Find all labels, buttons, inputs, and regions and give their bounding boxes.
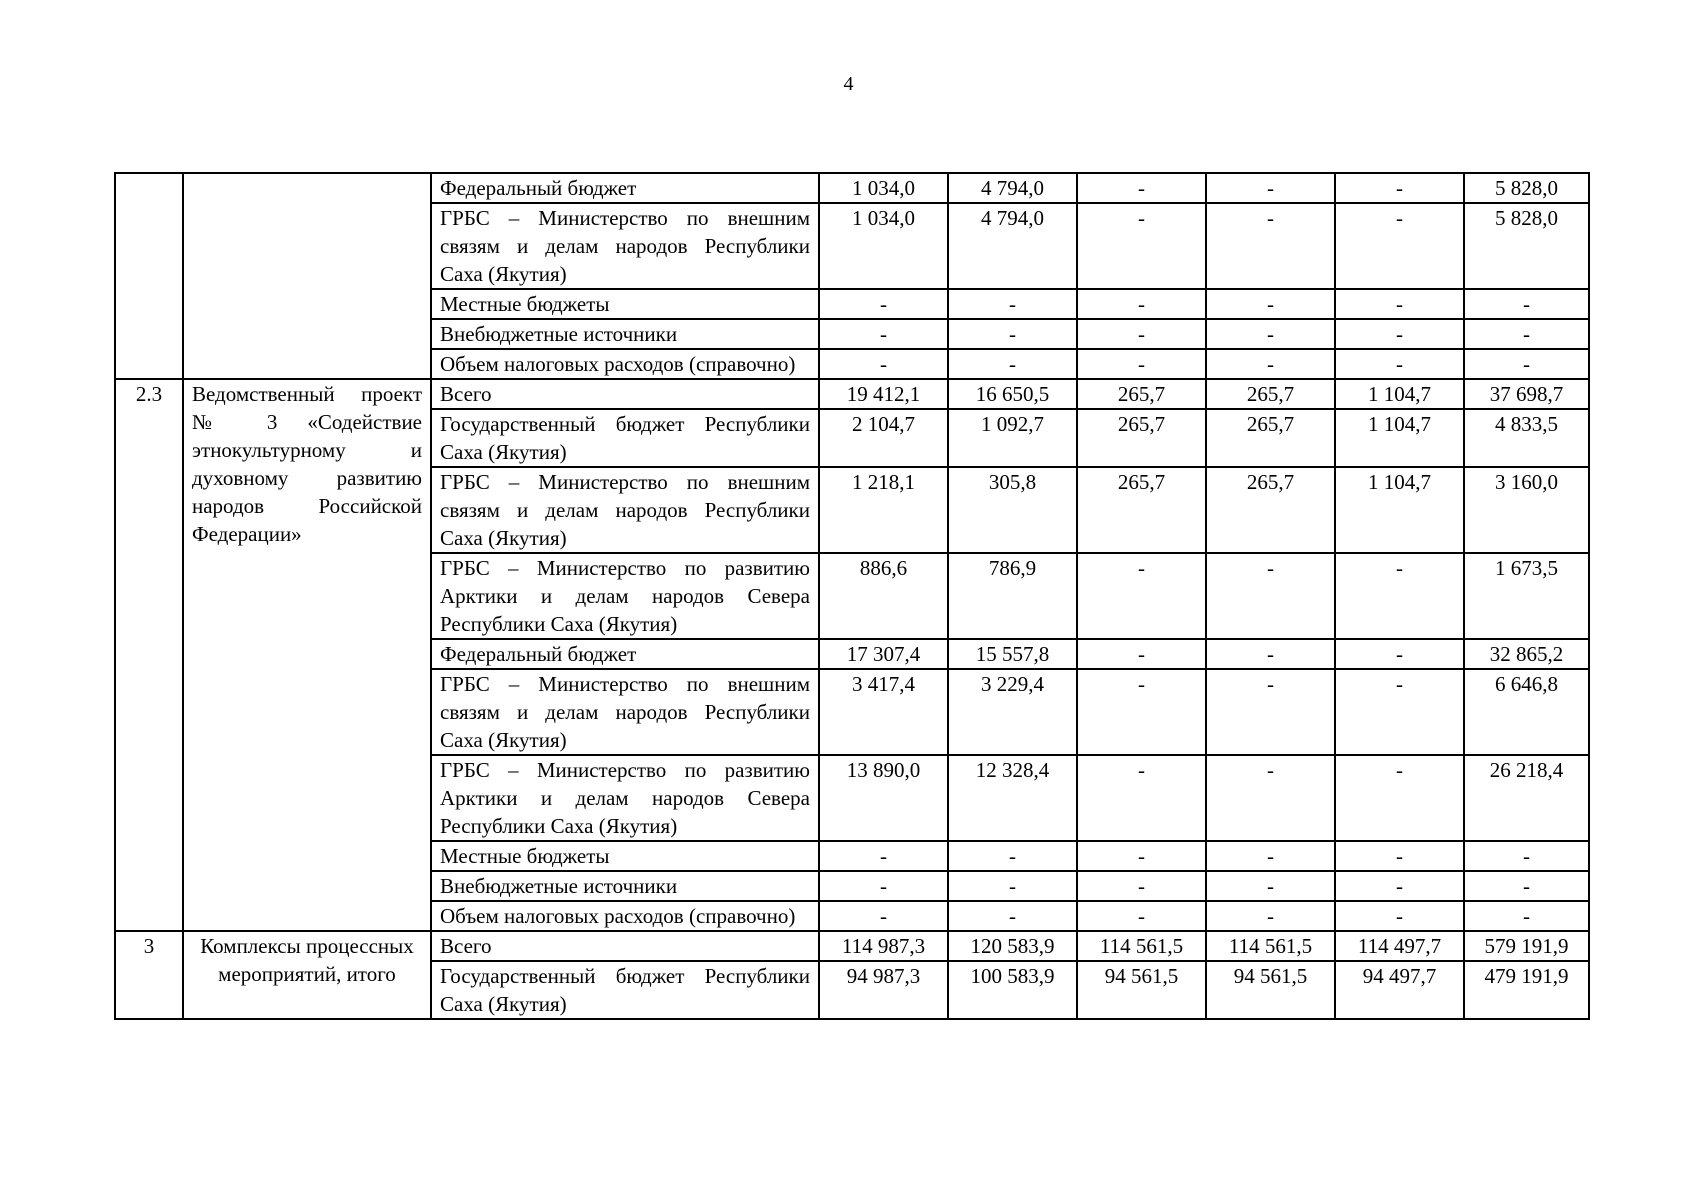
value-cell: 15 557,8 [948,639,1077,669]
value-cell: - [1335,319,1464,349]
value-cell: 1 104,7 [1335,409,1464,467]
value-cell: 1 104,7 [1335,467,1464,553]
value-cell: 1 218,1 [819,467,948,553]
value-cell: 16 650,5 [948,379,1077,409]
value-cell: - [1206,669,1335,755]
value-cell: 94 561,5 [1077,961,1206,1019]
total-value-cell: 5 828,0 [1464,203,1589,289]
value-cell: - [1077,289,1206,319]
total-value-cell: - [1464,349,1589,379]
value-cell: 19 412,1 [819,379,948,409]
value-cell: - [1206,319,1335,349]
funding-source-cell: Местные бюджеты [431,841,819,871]
funding-source-cell: Внебюджетные источники [431,319,819,349]
total-value-cell: 6 646,8 [1464,669,1589,755]
funding-source-cell: Объем налоговых расходов (справочно) [431,349,819,379]
total-value-cell: 4 833,5 [1464,409,1589,467]
value-cell: - [1077,349,1206,379]
total-value-cell: 1 673,5 [1464,553,1589,639]
row-name-cell: Комплексы процессных мероприятий, итого [183,931,431,1019]
value-cell: - [819,871,948,901]
value-cell: 17 307,4 [819,639,948,669]
table-row [115,379,1589,409]
value-cell: - [1077,553,1206,639]
value-cell: 3 417,4 [819,669,948,755]
value-cell: 4 794,0 [948,203,1077,289]
value-cell: - [1206,349,1335,379]
total-value-cell: 3 160,0 [1464,467,1589,553]
value-cell: - [819,901,948,931]
table-row [115,931,1589,961]
value-cell: 4 794,0 [948,173,1077,203]
total-value-cell: 5 828,0 [1464,173,1589,203]
funding-source-cell: Объем налоговых расходов (справочно) [431,901,819,931]
total-value-cell: 26 218,4 [1464,755,1589,841]
value-cell: 265,7 [1077,409,1206,467]
row-name-cell [183,173,431,379]
value-cell: 2 104,7 [819,409,948,467]
row-number-cell [115,173,183,379]
value-cell: 94 987,3 [819,961,948,1019]
value-cell: - [1335,173,1464,203]
value-cell: 265,7 [1206,409,1335,467]
value-cell: - [948,901,1077,931]
value-cell: - [1077,203,1206,289]
value-cell: - [1206,173,1335,203]
page-number: 4 [843,73,854,95]
value-cell: - [819,289,948,319]
value-cell: - [1077,639,1206,669]
value-cell: - [1335,553,1464,639]
value-cell: 114 561,5 [1206,931,1335,961]
value-cell: 265,7 [1077,467,1206,553]
total-value-cell: - [1464,319,1589,349]
value-cell: 12 328,4 [948,755,1077,841]
total-value-cell: - [1464,289,1589,319]
value-cell: 114 561,5 [1077,931,1206,961]
value-cell: 114 987,3 [819,931,948,961]
value-cell: - [819,349,948,379]
value-cell: - [1335,901,1464,931]
value-cell: 1 092,7 [948,409,1077,467]
value-cell: 3 229,4 [948,669,1077,755]
value-cell: 100 583,9 [948,961,1077,1019]
funding-source-cell: Местные бюджеты [431,289,819,319]
total-value-cell: - [1464,871,1589,901]
total-value-cell: 37 698,7 [1464,379,1589,409]
value-cell: - [819,319,948,349]
row-number-cell: 3 [115,931,183,1019]
funding-source-cell: ГРБС – Министерство по развитию Арктики и делам народов Севера Республики Саха (Якутия) [431,755,819,841]
value-cell: - [1206,871,1335,901]
value-cell: - [1335,289,1464,319]
value-cell: 265,7 [1206,379,1335,409]
funding-source-cell: Федеральный бюджет [431,639,819,669]
row-number-cell: 2.3 [115,379,183,931]
table-row [115,173,1589,203]
total-value-cell: 32 865,2 [1464,639,1589,669]
funding-source-cell: ГРБС – Министерство по развитию Арктики и делам народов Севера Республики Саха (Якутия) [431,553,819,639]
total-value-cell: - [1464,841,1589,871]
value-cell: - [1206,755,1335,841]
value-cell: - [1077,319,1206,349]
value-cell: - [1206,289,1335,319]
value-cell: 786,9 [948,553,1077,639]
budget-table [114,172,1590,1020]
value-cell: 265,7 [1206,467,1335,553]
value-cell: - [948,841,1077,871]
value-cell: - [1206,639,1335,669]
value-cell: 94 497,7 [1335,961,1464,1019]
value-cell: - [948,871,1077,901]
value-cell: - [948,349,1077,379]
total-value-cell: 579 191,9 [1464,931,1589,961]
value-cell: 120 583,9 [948,931,1077,961]
value-cell: - [1335,639,1464,669]
value-cell: 114 497,7 [1335,931,1464,961]
funding-source-cell: ГРБС – Министерство по внешним связям и делам народов Республики Саха (Якутия) [431,203,819,289]
value-cell: - [1077,173,1206,203]
value-cell: 886,6 [819,553,948,639]
value-cell: - [948,289,1077,319]
funding-source-cell: Государственный бюджет Республики Саха (Якутия) [431,961,819,1019]
value-cell: - [1335,203,1464,289]
value-cell: - [1206,901,1335,931]
value-cell: 305,8 [948,467,1077,553]
total-value-cell: 479 191,9 [1464,961,1589,1019]
funding-source-cell: Федеральный бюджет [431,173,819,203]
value-cell: - [1206,203,1335,289]
value-cell: - [1335,841,1464,871]
value-cell: - [1077,871,1206,901]
value-cell: - [1335,755,1464,841]
value-cell: - [1077,841,1206,871]
funding-source-cell: ГРБС – Министерство по внешним связям и делам народов Республики Саха (Якутия) [431,669,819,755]
value-cell: 1 104,7 [1335,379,1464,409]
funding-source-cell: ГРБС – Министерство по внешним связям и делам народов Республики Саха (Якутия) [431,467,819,553]
value-cell: - [819,841,948,871]
value-cell: - [1335,871,1464,901]
row-name-cell: Ведомственный проект № 3 «Содействие этнокультурному и духовному развитию народов Российской Федерации» [183,379,431,931]
value-cell: 1 034,0 [819,203,948,289]
value-cell: - [1077,669,1206,755]
value-cell: 1 034,0 [819,173,948,203]
value-cell: 94 561,5 [1206,961,1335,1019]
value-cell: - [1335,349,1464,379]
funding-source-cell: Всего [431,931,819,961]
value-cell: - [1077,755,1206,841]
value-cell: - [1206,553,1335,639]
value-cell: 265,7 [1077,379,1206,409]
funding-source-cell: Всего [431,379,819,409]
value-cell: - [1077,901,1206,931]
value-cell: - [1206,841,1335,871]
value-cell: - [1335,669,1464,755]
funding-source-cell: Внебюджетные источники [431,871,819,901]
value-cell: 13 890,0 [819,755,948,841]
value-cell: - [948,319,1077,349]
funding-source-cell: Государственный бюджет Республики Саха (Якутия) [431,409,819,467]
total-value-cell: - [1464,901,1589,931]
